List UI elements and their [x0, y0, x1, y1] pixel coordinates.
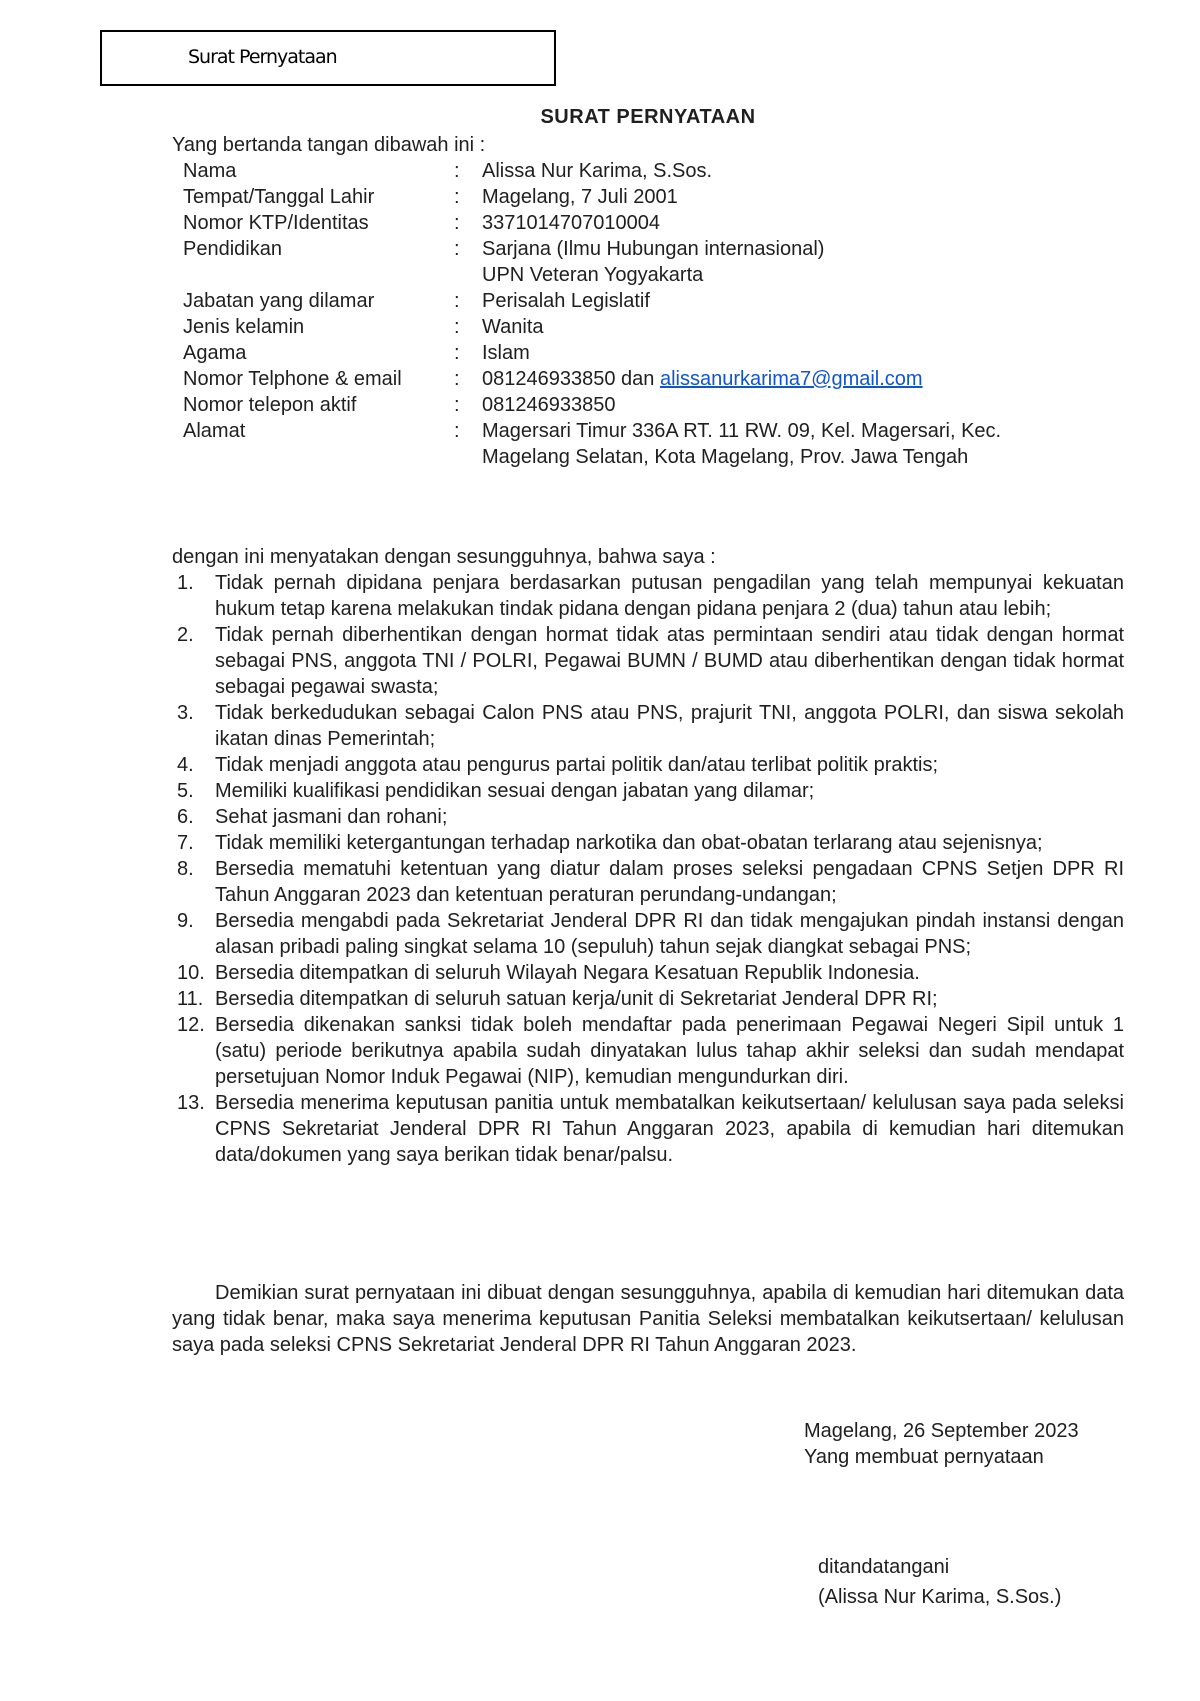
phone-number: 081246933850 dan — [482, 368, 660, 390]
education-university: UPN Veteran Yogyakarta — [482, 264, 704, 286]
identity-row-position — [172, 288, 1072, 314]
list-text: Bersedia dikenakan sanksi tidak boleh mendaftar pada penerimaan Pegawai Negeri Sipil untuk 1 (satu) periode berikutnya apabila sudah dinyatakan lulus tahap akhir seleksi dan sudah mendapat persetujuan Nomor Induk Pegawai (NIP), kemudian mengundurkan diri. — [215, 1014, 1124, 1088]
list-text: Bersedia ditempatkan di seluruh satuan kerja/unit di Sekretariat Jenderal DPR RI; — [215, 988, 938, 1010]
list-number: 13. — [177, 1092, 205, 1114]
list-text: Bersedia mematuhi ketentuan yang diatur dalam proses seleksi pengadaan CPNS Setjen DPR RI Tahun Anggaran 2023 dan ketentuan peraturan perundang-undangan; — [215, 858, 1124, 906]
list-number: 3. — [177, 702, 194, 724]
list-item — [172, 570, 1124, 622]
header-box-label: Surat Pernyataan — [188, 46, 337, 68]
colon: : — [454, 316, 460, 338]
closing-paragraph: Demikian surat pernyataan ini dibuat dengan sesungguhnya, apabila di kemudian hari ditemukan data yang tidak benar, maka saya menerima keputusan Panitia Seleksi membatalkan keikutsertaan/ kelulusan saya pada seleksi CPNS Sekretariat Jenderal DPR RI Tahun Anggaran 2023. — [172, 1282, 1124, 1356]
identity-label: Jabatan yang dilamar — [183, 290, 375, 312]
signature-signed: ditandatangani — [818, 1556, 950, 1578]
list-text: Tidak menjadi anggota atau pengurus partai politik dan/atau terlibat politik praktis; — [215, 754, 939, 776]
list-number: 12. — [177, 1014, 205, 1036]
list-number: 8. — [177, 858, 194, 880]
identity-row-active-phone — [172, 392, 1072, 418]
identity-value: Islam — [482, 342, 530, 364]
list-text: Bersedia mengabdi pada Sekretariat Jenderal DPR RI dan tidak mengajukan pindah instansi dengan alasan pribadi paling singkat selama 10 (sepuluh) tahun sejak diangkat sebagai PNS; — [215, 910, 1124, 958]
identity-row-gender — [172, 314, 1072, 340]
identity-label: Tempat/Tanggal Lahir — [183, 186, 375, 208]
education-degree: Sarjana (Ilmu Hubungan internasional) — [482, 238, 825, 260]
list-number: 4. — [177, 754, 194, 776]
identity-row-name — [172, 158, 1072, 184]
list-item — [172, 856, 1124, 908]
list-number: 1. — [177, 572, 194, 594]
email-link[interactable]: alissanurkarima7@gmail.com — [659, 368, 923, 390]
colon: : — [454, 212, 460, 234]
list-text: Bersedia ditempatkan di seluruh Wilayah Negara Kesatuan Republik Indonesia. — [215, 962, 920, 984]
list-item — [172, 804, 1124, 830]
list-number: 10. — [177, 962, 205, 984]
identity-label: Agama — [183, 342, 247, 364]
identity-value — [482, 236, 1042, 288]
list-item — [172, 752, 1124, 778]
identity-value: Magelang, 7 Juli 2001 — [482, 186, 678, 208]
list-item — [172, 986, 1124, 1012]
colon: : — [454, 186, 460, 208]
colon: : — [454, 238, 460, 260]
identity-value: Wanita — [482, 316, 544, 338]
list-text: Memiliki kualifikasi pendidikan sesuai dengan jabatan yang dilamar; — [215, 780, 815, 802]
identity-row-address — [172, 418, 1072, 470]
identity-label: Pendidikan — [183, 238, 282, 260]
list-text: Sehat jasmani dan rohani; — [215, 806, 448, 828]
statement-list — [172, 570, 1124, 1168]
list-text: Tidak berkedudukan sebagai Calon PNS atau PNS, prajurit TNI, anggota POLRI, dan siswa sekolah ikatan dinas Pemerintah; — [215, 702, 1124, 750]
statement-intro: dengan ini menyatakan dengan sesungguhnya, bahwa saya : — [172, 546, 716, 568]
list-number: 11. — [177, 988, 204, 1010]
list-number: 7. — [177, 832, 194, 854]
identity-value: Alissa Nur Karima, S.Sos. — [482, 160, 713, 182]
list-item — [172, 1012, 1124, 1090]
identity-row-phone-email — [172, 366, 1072, 392]
colon: : — [454, 290, 460, 312]
list-text: Bersedia menerima keputusan panitia untuk membatalkan keikutsertaan/ kelulusan saya pada seleksi CPNS Sekretariat Jenderal DPR RI Tahun Anggaran 2023, apabila di kemudian hari ditemukan data/dokumen yang saya berikan tidak benar/palsu. — [215, 1092, 1124, 1166]
list-number: 5. — [177, 780, 194, 802]
identity-row-ktp — [172, 210, 1072, 236]
identity-label: Nomor Telphone & email — [183, 368, 402, 390]
list-text: Tidak memiliki ketergantungan terhadap narkotika dan obat-obatan terlarang atau sejenisnya; — [215, 832, 1043, 854]
identity-table — [172, 158, 1072, 470]
header-box — [100, 30, 556, 86]
colon: : — [454, 342, 460, 364]
colon: : — [454, 160, 460, 182]
identity-label: Jenis kelamin — [183, 316, 305, 338]
list-item — [172, 830, 1124, 856]
list-item — [172, 1090, 1124, 1168]
signature-name: (Alissa Nur Karima, S.Sos.) — [818, 1586, 1062, 1608]
list-number: 2. — [177, 624, 194, 646]
intro-text: Yang bertanda tangan dibawah ini : — [172, 134, 486, 156]
colon: : — [454, 420, 460, 442]
list-item — [172, 960, 1124, 986]
list-number: 9. — [177, 910, 194, 932]
identity-label: Nomor KTP/Identitas — [183, 212, 369, 234]
identity-value: 081246933850 — [482, 394, 616, 416]
list-item — [172, 778, 1124, 804]
identity-row-education — [172, 236, 1072, 288]
signature-role: Yang membuat pernyataan — [804, 1446, 1044, 1468]
list-item — [172, 700, 1124, 752]
identity-row-birth — [172, 184, 1072, 210]
identity-value: Perisalah Legislatif — [482, 290, 650, 312]
identity-value — [482, 366, 1042, 392]
identity-label: Alamat — [183, 420, 246, 442]
list-text: Tidak pernah dipidana penjara berdasarkan putusan pengadilan yang telah mempunyai kekuatan hukum tetap karena melakukan tindak pidana dengan pidana penjara 2 (dua) tahun atau lebih; — [215, 572, 1124, 620]
signature-place-date: Magelang, 26 September 2023 — [804, 1420, 1079, 1442]
identity-label: Nama — [183, 160, 237, 182]
document-title: SURAT PERNYATAAN — [540, 106, 756, 128]
identity-label: Nomor telepon aktif — [183, 394, 357, 416]
identity-row-religion — [172, 340, 1072, 366]
colon: : — [454, 394, 460, 416]
identity-value: 3371014707010004 — [482, 212, 660, 234]
list-text: Tidak pernah diberhentikan dengan hormat tidak atas permintaan sendiri atau tidak dengan hormat sebagai PNS, anggota TNI / POLRI, Pegawai BUMN / BUMD atau diberhentikan dengan tidak hormat sebagai pegawai swasta; — [215, 624, 1124, 698]
identity-value: Magersari Timur 336A RT. 11 RW. 09, Kel. Magersari, Kec. Magelang Selatan, Kota Magelang, Prov. Jawa Tengah — [482, 420, 1002, 468]
colon: : — [454, 368, 460, 390]
list-number: 6. — [177, 806, 194, 828]
list-item — [172, 622, 1124, 700]
list-item — [172, 908, 1124, 960]
